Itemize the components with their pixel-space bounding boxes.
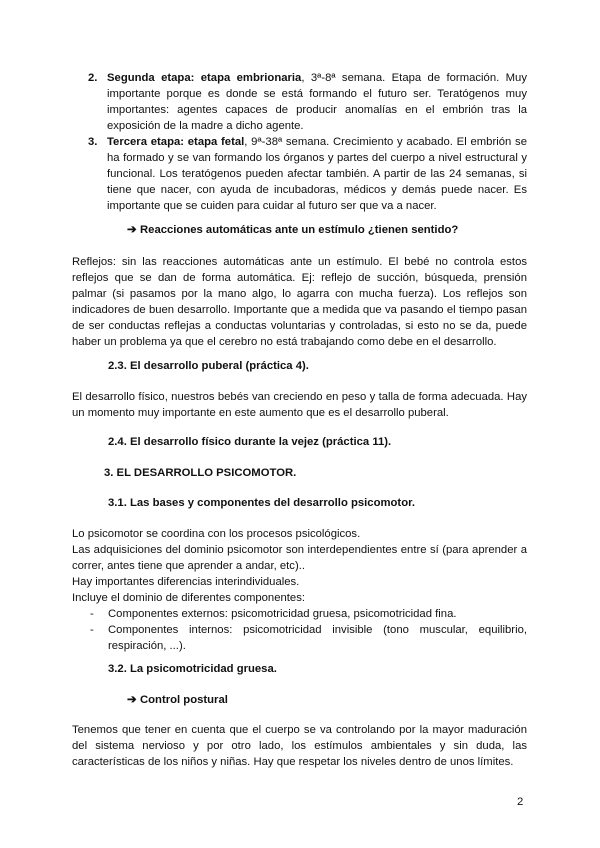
heading-gross: 3.2. La psicomotricidad gruesa.: [108, 663, 277, 675]
paragraph-bases-2: Las adquisiciones del dominio psicomotor son interdependientes entre sí (para aprender a correr, antes tiene que aprender a andar, etc)..: [72, 544, 527, 572]
list-item-title: Segunda etapa: etapa embrionaria: [107, 72, 302, 84]
paragraph-postural: Tenemos que tener en cuenta que el cuerpo se va controlando por la mayor maduración del sistema nervioso y por otro lado, los estímulos ambientales y sin duda, las características de los niños y niñas. Hay que respetar los niveles dentro de unos límites.: [72, 724, 527, 768]
list-item-title: Tercera etapa: etapa fetal: [107, 136, 245, 148]
heading-text: Reacciones automáticas ante un estímulo ¿tienen sentido?: [140, 224, 459, 236]
list-number: 3.: [88, 136, 98, 148]
heading-text: Control postural: [140, 694, 228, 706]
list-item-body: , 3ª-8ª semana. Etapa de formación. Muy importante porque es donde se está formando el futuro ser. Teratógenos muy importantes: agentes capaces de producir anomalías en el embrión tras la exposición de la madre a dicho agente.: [107, 72, 527, 132]
paragraph-bases-1: Lo psicomotor se coordina con los procesos psicológicos.: [72, 528, 361, 540]
bullet-item-internal: [90, 622, 527, 654]
bullet-text: Componentes externos: psicomotricidad gruesa, psicomotricidad fina.: [108, 608, 457, 620]
paragraph-bases-3: Hay importantes diferencias interindividuales.: [72, 576, 300, 588]
bullet-item-external: [90, 606, 527, 622]
heading-bases: 3.1. Las bases y componentes del desarrollo psicomotor.: [108, 497, 416, 509]
page-number: 2: [517, 796, 524, 808]
list-item-tercera-etapa: [90, 134, 527, 214]
heading-pubertal: 2.3. El desarrollo puberal (práctica 4).: [108, 360, 309, 372]
heading-psychomotor: 3. EL DESARROLLO PSICOMOTOR.: [104, 467, 297, 479]
list-number: 2.: [88, 72, 98, 84]
paragraph-bases-4: Incluye el dominio de diferentes componentes:: [72, 592, 305, 604]
bullet-dash: -: [90, 624, 94, 636]
paragraph-reflexes: Reflejos: sin las reacciones automáticas ante un estímulo. El bebé no controla estos reflejos que se dan de forma automática. Ej: reflejo de succión, búsqueda, prensión palmar (si pasamos por la mano algo, lo agarra con mucha fuerza). Los reflejos son indicadores de buen desarrollo. Importante que a medida que va pasando el tiempo pasan de ser conductas reflejas a conductas voluntarias y controladas, si esto no se da, puede haber un problema ya que el cerebro no está trabajando como debe en el desarrollo.: [72, 256, 527, 348]
list-item-text: [107, 70, 527, 134]
list-item-body: , 9ª-38ª semana. Crecimiento y acabado. El embrión se ha formado y se van formando los órganos y partes del cuerpo a nivel estructural y funcional. Los teratógenos pueden afectar también. A partir de las 24 semanas, si tiene que nacer, con ayuda de incubadoras, médicos y demás puede nacer. Es importante que se cuiden para cuidar al futuro ser que va a nacer.: [107, 136, 527, 212]
arrow-right-icon: ➔: [127, 224, 137, 236]
list-item-segunda-etapa: [90, 70, 527, 134]
arrow-right-icon: ➔: [127, 694, 137, 706]
paragraph-pubertal: El desarrollo físico, nuestros bebés van creciendo en peso y talla de forma adecuada. Hay un momento muy importante en este aumento que es el desarrollo puberal.: [72, 391, 527, 419]
heading-aging: 2.4. El desarrollo físico durante la vejez (práctica 11).: [108, 436, 392, 448]
heading-reflexes: [127, 222, 458, 238]
heading-postural: [127, 692, 228, 708]
list-item-text: [107, 134, 527, 214]
bullet-text: Componentes internos: psicomotricidad invisible (tono muscular, equilibrio, respiración, ...).: [108, 624, 527, 652]
bullet-dash: -: [90, 608, 94, 620]
